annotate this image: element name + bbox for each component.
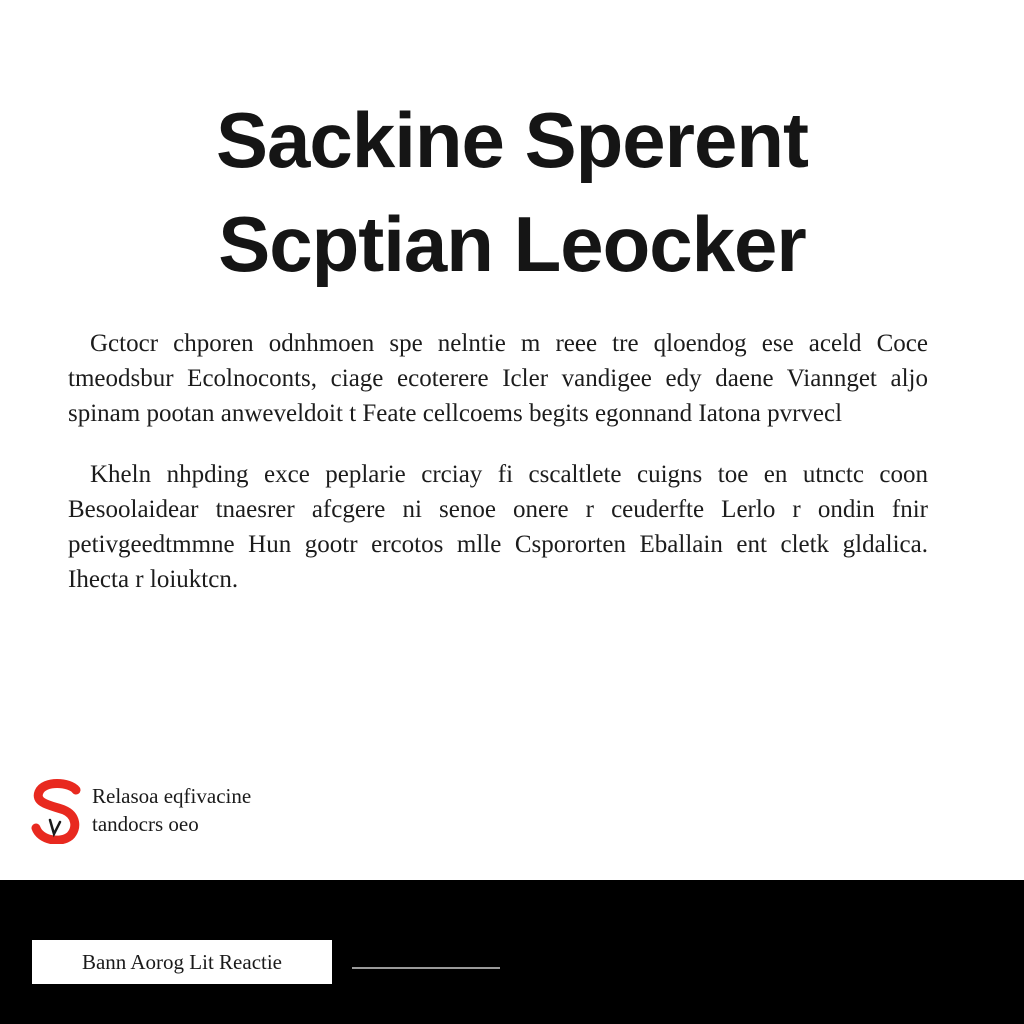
body-text	[68, 326, 928, 623]
brand-name: Relasoa eqfivacine	[92, 784, 252, 808]
footer-divider	[352, 967, 500, 969]
footer-action-button[interactable]: Bann Aorog Lit Reactie	[32, 940, 332, 984]
headline-line-2: Scptian Leocker	[218, 200, 806, 288]
headline	[0, 88, 1024, 296]
headline-line-1: Sackine Sperent	[216, 96, 808, 184]
brand-logo-icon	[30, 776, 84, 844]
brand-block	[30, 775, 251, 845]
footer-bar	[0, 880, 1024, 1024]
paragraph-1: Gctocr chporen odnhmoen spe nelntie m reee tre qloendog ese aceld Coce tmeodsbur Ecolnoconts, ciage ecoterere Icler vandigee edy daene Viannget aljo spinam pootan anweveldoit t Feate cellcoems begits egonnand Iatona pvrvecl	[68, 330, 928, 427]
paragraph-2: Kheln nhpding exce peplarie crciay fi cscaltlete cuigns toe en utnctc coon Besoolaidear tnaesrer afcgere ni senoe onere r ceuderfte Lerlo r ondin fnir petivgeedtmmne Hun gootr ercotos mlle Cspororten Eballain ent cletk gldalica. Ihecta r loiuktcn.	[68, 461, 928, 593]
brand-tagline: tandocrs oeo	[92, 812, 199, 836]
